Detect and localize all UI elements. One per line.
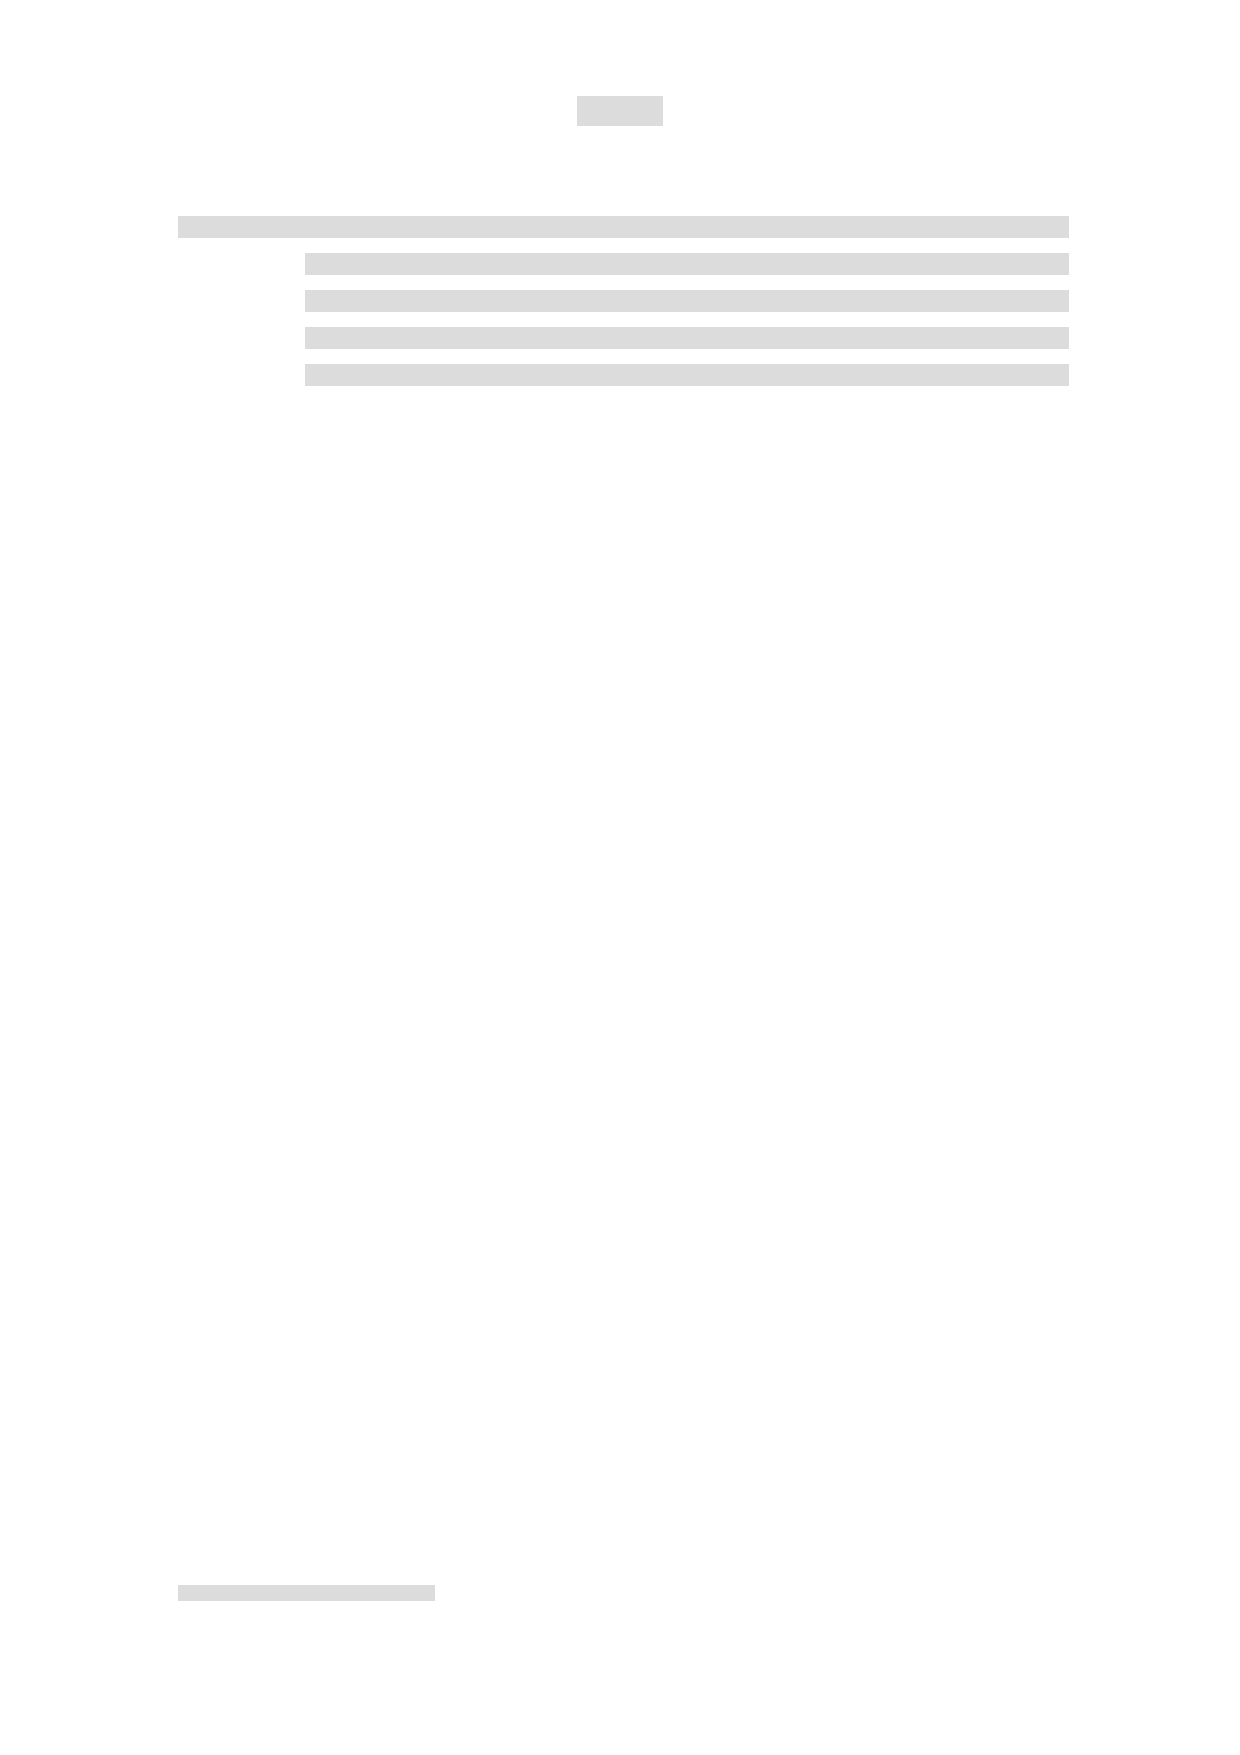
paragraph xyxy=(178,246,1069,283)
paragraph xyxy=(178,209,1069,246)
page-footer xyxy=(178,1580,435,1602)
paragraph xyxy=(178,283,1069,320)
paragraph-redacted xyxy=(305,290,1069,312)
footer-redacted xyxy=(178,1585,435,1601)
paragraph xyxy=(178,320,1069,357)
page-number xyxy=(0,90,1240,128)
body-text xyxy=(178,209,1069,394)
paragraph-redacted xyxy=(305,364,1069,386)
paragraph-redacted xyxy=(305,253,1069,275)
page-number-redacted xyxy=(577,96,663,126)
paragraph xyxy=(178,357,1069,394)
paragraph-redacted xyxy=(305,327,1069,349)
paragraph-redacted xyxy=(178,216,1069,238)
